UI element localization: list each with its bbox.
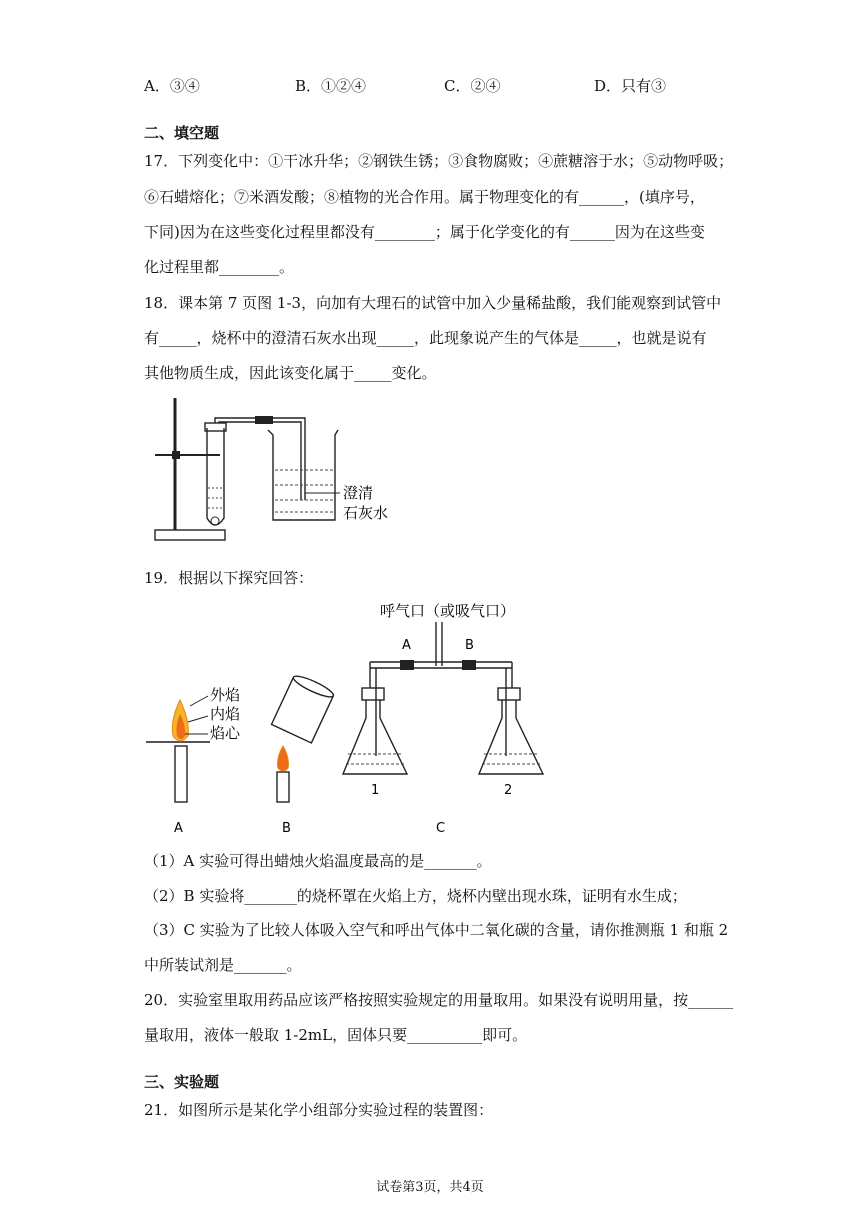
- flask-2-label: 2: [504, 783, 513, 798]
- valve-a-label: A: [402, 638, 411, 653]
- inner-flame-label: 内焰: [210, 705, 241, 723]
- flask-1-label: 1: [371, 783, 380, 798]
- q19-sub2: （2）B 实验将_______的烧杯罩在火焰上方，烧杯内壁出现水珠，证明有水生成；: [144, 887, 687, 905]
- valve-b-label: B: [465, 638, 474, 653]
- section-heading-experiment: 三、实验题: [144, 1073, 220, 1091]
- q17-line4: 化过程里都________。: [144, 258, 295, 276]
- caption-c: C: [436, 821, 446, 836]
- q21-line1: 21．如图所示是某化学小组部分实验过程的装置图：: [144, 1101, 494, 1119]
- q18-line3: 其他物质生成，因此该变化属于_____变化。: [144, 364, 437, 382]
- limewater-label-line2: 石灰水: [343, 504, 389, 522]
- outer-flame-label: 外焰: [210, 686, 241, 704]
- option-b: B．①②④: [295, 77, 367, 95]
- q19-sub1: （1）A 实验可得出蜡烛火焰温度最高的是_______。: [144, 852, 492, 870]
- q20-line1: 20．实验室里取用药品应该严格按照实验规定的用量取用。如果没有说明用量，按______: [144, 991, 734, 1009]
- q19-sub3-line2: 中所装试剂是_______。: [144, 956, 302, 974]
- q17-line1: 17．下列变化中：①干冰升华；②钢铁生锈；③食物腐败；④蔗糖溶于水；⑤动物呼吸；: [144, 152, 734, 170]
- q17-line2: ⑥石蜡熔化；⑦米酒发酸；⑧植物的光合作用。属于物理变化的有______，(填序号，: [144, 188, 705, 206]
- q18-apparatus-figure: [140, 390, 400, 550]
- caption-b: B: [282, 821, 291, 836]
- q19-title: 19．根据以下探究回答：: [144, 569, 314, 587]
- section-heading-fill-blank: 二、填空题: [144, 124, 220, 142]
- q18-line2: 有_____，烧杯中的澄清石灰水出现_____，此现象说产生的气体是_____，也就是说有: [144, 329, 707, 347]
- caption-a: A: [174, 821, 183, 836]
- q19-experiment-figure: [140, 596, 560, 846]
- page-footer: 试卷第3页，共4页: [376, 1180, 484, 1195]
- q20-line2: 量取用，液体一般取 1-2mL，固体只要__________即可。: [144, 1026, 528, 1044]
- q19-sub3-line1: （3）C 实验为了比较人体吸入空气和呼出气体中二氧化碳的含量，请你推测瓶 1 和瓶 2: [144, 921, 729, 939]
- breath-inlet-label: 呼气口（或吸气口）: [380, 602, 516, 620]
- option-d: D．只有③: [594, 77, 667, 95]
- q17-line3: 下同)因为在这些变化过程里都没有________；属于化学变化的有______因为在这些变: [144, 223, 705, 241]
- limewater-label-line1: 澄清: [343, 484, 374, 502]
- option-a: A．③④: [144, 77, 200, 95]
- q18-line1: 18．课本第 7 页图 1-3，向加有大理石的试管中加入少量稀盐酸，我们能观察到试管中: [144, 294, 722, 312]
- option-c: C．②④: [444, 77, 501, 95]
- flame-core-label: 焰心: [210, 724, 241, 742]
